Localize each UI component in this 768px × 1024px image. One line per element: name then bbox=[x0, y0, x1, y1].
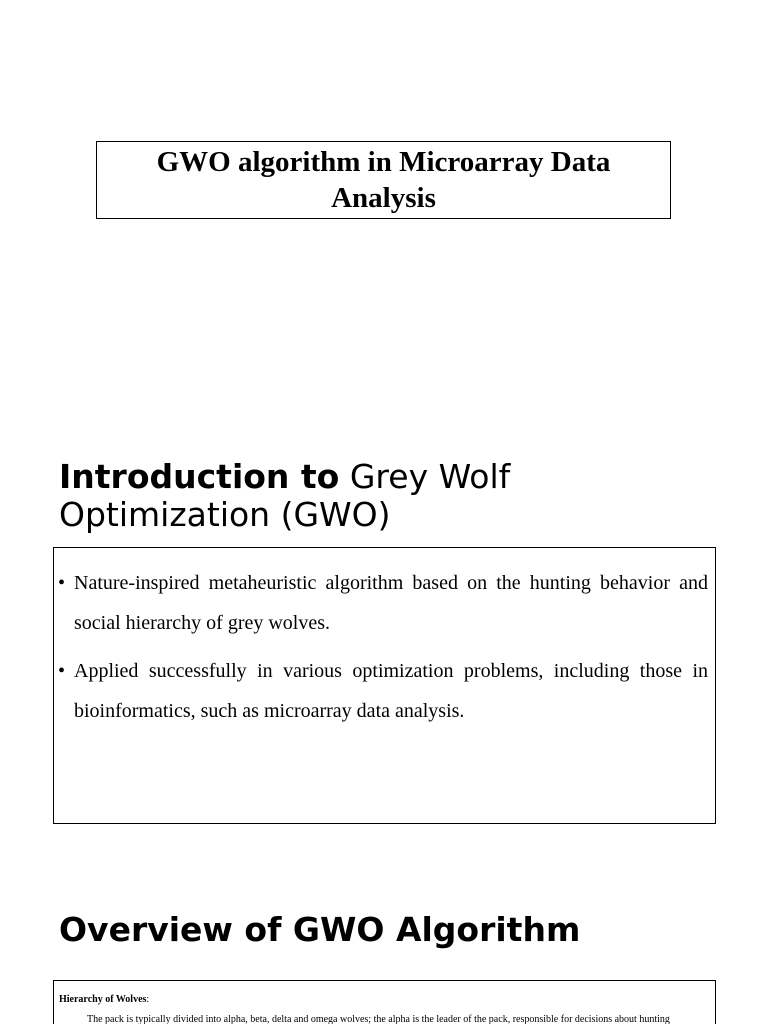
bullet-text: Nature-inspired metaheuristic algorithm based on the hunting behavior and social hierarchy of grey wolves. bbox=[74, 572, 708, 634]
intro-heading-rest: Grey Wolf Optimization (GWO) bbox=[59, 457, 511, 534]
hierarchy-label-colon: : bbox=[146, 994, 150, 1005]
hierarchy-box bbox=[53, 980, 716, 1024]
intro-box bbox=[53, 547, 716, 824]
list-item bbox=[58, 651, 708, 731]
intro-heading bbox=[59, 458, 719, 534]
hierarchy-label bbox=[59, 993, 709, 1007]
bullet-text: Applied successfully in various optimization problems, including those in bioinformatics, such as microarray data analysis. bbox=[74, 660, 708, 722]
hierarchy-label-text: Hierarchy of Wolves bbox=[59, 994, 147, 1005]
title-box bbox=[96, 141, 671, 219]
list-item bbox=[58, 563, 708, 643]
title-line-1: GWO algorithm in Microarray Data bbox=[156, 146, 611, 178]
overview-heading: Overview of GWO Algorithm bbox=[59, 910, 581, 949]
intro-bullet-list bbox=[58, 563, 708, 731]
hierarchy-text: The pack is typically divided into alpha, beta, delta and omega wolves; the alpha is the leader of the pack, responsible for decisions about hunting bbox=[87, 1014, 670, 1024]
intro-heading-bold: Introduction to bbox=[59, 457, 340, 496]
bullet-icon: • bbox=[58, 660, 66, 682]
document-title bbox=[157, 144, 611, 216]
title-line-2: Analysis bbox=[331, 182, 436, 214]
bullet-icon: • bbox=[58, 572, 66, 594]
